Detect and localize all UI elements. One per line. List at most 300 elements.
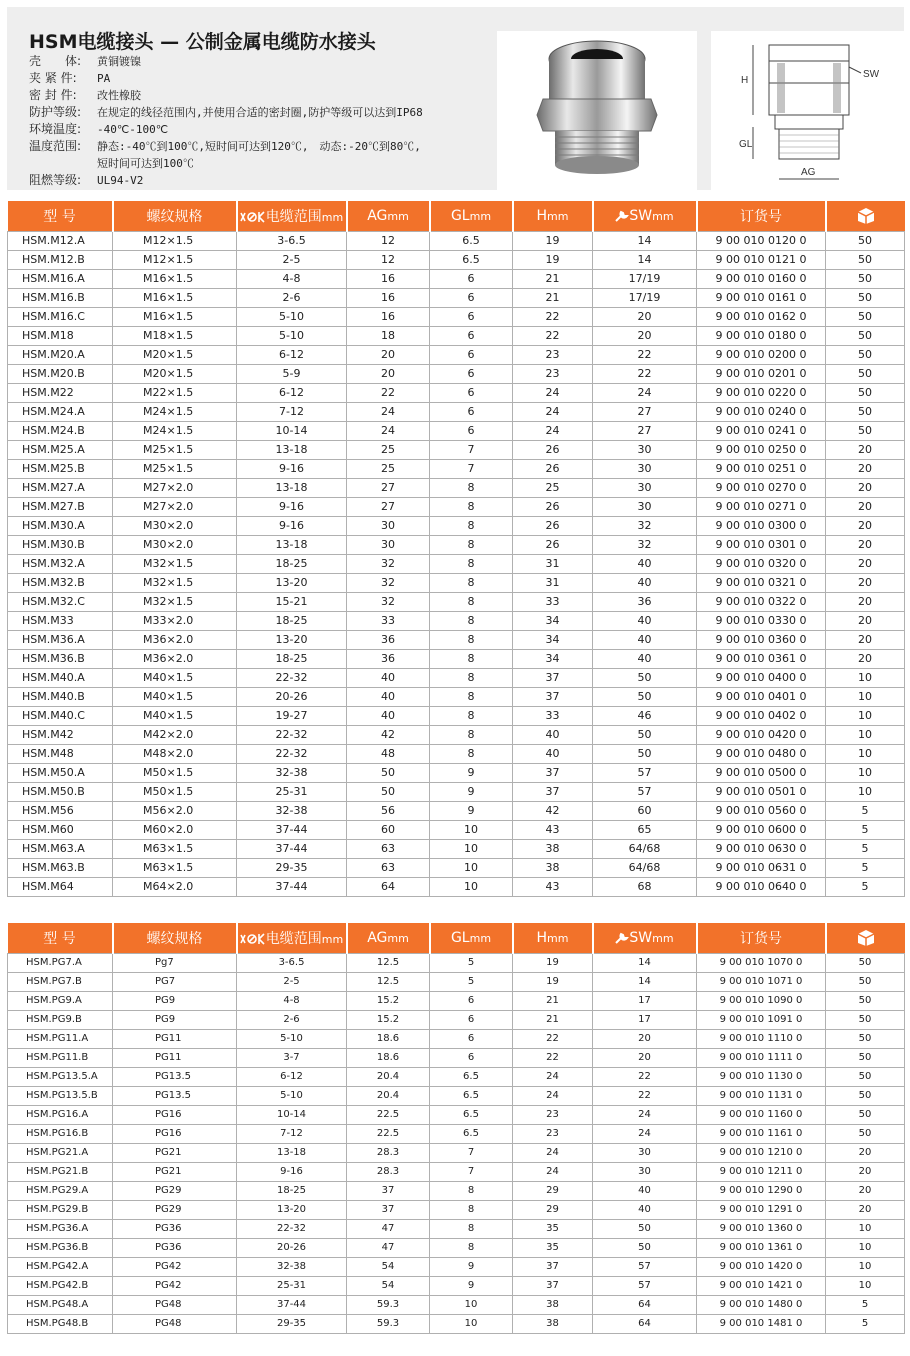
cell-model: HSM.M64 bbox=[8, 877, 113, 896]
cell-sw: 30 bbox=[593, 1143, 697, 1162]
column-header-cable-range bbox=[237, 201, 347, 231]
column-label: GL bbox=[450, 207, 470, 224]
table-row bbox=[8, 307, 905, 326]
cell-order-number: 9 00 010 0500 0 bbox=[697, 763, 826, 782]
cell-cable-range: 7-12 bbox=[237, 402, 347, 421]
cell-model: HSM.M32.B bbox=[8, 573, 113, 592]
cell-ag: 40 bbox=[347, 687, 430, 706]
cell-order-number: 9 00 010 0241 0 bbox=[697, 421, 826, 440]
cell-cable-range: 10-14 bbox=[237, 421, 347, 440]
cell-package-qty: 50 bbox=[826, 1105, 905, 1124]
column-label: 订货号 bbox=[740, 930, 782, 947]
spec-clamp bbox=[29, 71, 110, 86]
cell-cable-range: 6-12 bbox=[237, 383, 347, 402]
cell-order-number: 9 00 010 1291 0 bbox=[697, 1200, 826, 1219]
cell-cable-range: 18-25 bbox=[237, 611, 347, 630]
cell-order-number: 9 00 010 0402 0 bbox=[697, 706, 826, 725]
cell-thread: M32×1.5 bbox=[113, 573, 237, 592]
cell-ag: 27 bbox=[347, 497, 430, 516]
cell-ag: 36 bbox=[347, 649, 430, 668]
column-header-package-qty bbox=[826, 201, 905, 231]
column-unit: mm bbox=[547, 209, 569, 223]
cell-gl: 6 bbox=[430, 1029, 513, 1048]
column-header-thread bbox=[113, 201, 237, 231]
table-row bbox=[8, 991, 905, 1010]
cell-h: 21 bbox=[513, 1010, 593, 1029]
cell-order-number: 9 00 010 1130 0 bbox=[697, 1067, 826, 1086]
cell-sw: 17/19 bbox=[593, 269, 697, 288]
cell-ag: 54 bbox=[347, 1257, 430, 1276]
table-row bbox=[8, 630, 905, 649]
cell-ag: 15.2 bbox=[347, 1010, 430, 1029]
table-row bbox=[8, 972, 905, 991]
cell-sw: 14 bbox=[593, 972, 697, 991]
cell-cable-range: 13-18 bbox=[237, 440, 347, 459]
cell-sw: 30 bbox=[593, 459, 697, 478]
cell-order-number: 9 00 010 1131 0 bbox=[697, 1086, 826, 1105]
product-photo bbox=[497, 31, 697, 191]
cell-h: 24 bbox=[513, 1067, 593, 1086]
cell-package-qty: 20 bbox=[826, 649, 905, 668]
cell-order-number: 9 00 010 0162 0 bbox=[697, 307, 826, 326]
column-header-ag bbox=[347, 201, 430, 231]
column-label: 型 号 bbox=[43, 208, 76, 225]
cell-model: HSM.M36.A bbox=[8, 630, 113, 649]
cell-thread: M12×1.5 bbox=[113, 250, 237, 269]
cell-thread: M30×2.0 bbox=[113, 516, 237, 535]
cell-thread: PG9 bbox=[113, 991, 237, 1010]
cell-cable-range: 37-44 bbox=[237, 1295, 347, 1314]
column-label: H bbox=[536, 207, 548, 224]
table-row bbox=[8, 497, 905, 516]
cell-order-number: 9 00 010 0322 0 bbox=[697, 592, 826, 611]
cell-cable-range: 13-20 bbox=[237, 1200, 347, 1219]
cell-sw: 30 bbox=[593, 1162, 697, 1181]
column-label: 订货号 bbox=[740, 208, 782, 225]
cable-range-icon bbox=[240, 933, 266, 945]
cell-thread: PG21 bbox=[113, 1143, 237, 1162]
column-unit: mm bbox=[469, 931, 492, 945]
column-unit: mm bbox=[387, 931, 409, 945]
table-row bbox=[8, 478, 905, 497]
cell-gl: 8 bbox=[430, 592, 513, 611]
cell-cable-range: 6-12 bbox=[237, 1067, 347, 1086]
spec-label: 温度范围: bbox=[29, 139, 82, 153]
table-row bbox=[8, 440, 905, 459]
table-row bbox=[8, 402, 905, 421]
cell-model: HSM.PG16.A bbox=[8, 1105, 113, 1124]
spec-label: 环境温度: bbox=[29, 122, 82, 136]
cell-package-qty: 50 bbox=[826, 1086, 905, 1105]
cell-thread: M36×2.0 bbox=[113, 649, 237, 668]
cell-gl: 8 bbox=[430, 744, 513, 763]
cell-package-qty: 50 bbox=[826, 307, 905, 326]
cell-package-qty: 50 bbox=[826, 326, 905, 345]
cell-order-number: 9 00 010 1361 0 bbox=[697, 1238, 826, 1257]
cell-model: HSM.M25.A bbox=[8, 440, 113, 459]
cell-gl: 7 bbox=[430, 459, 513, 478]
cell-sw: 57 bbox=[593, 1257, 697, 1276]
column-label: H bbox=[536, 929, 548, 946]
cell-order-number: 9 00 010 0180 0 bbox=[697, 326, 826, 345]
metric-table-body bbox=[8, 231, 905, 896]
cell-thread: PG36 bbox=[113, 1219, 237, 1238]
cell-h: 19 bbox=[513, 972, 593, 991]
cell-package-qty: 50 bbox=[826, 250, 905, 269]
cell-sw: 24 bbox=[593, 1124, 697, 1143]
cell-model: HSM.M27.B bbox=[8, 497, 113, 516]
table-row bbox=[8, 782, 905, 801]
cell-cable-range: 37-44 bbox=[237, 877, 347, 896]
cell-package-qty: 20 bbox=[826, 573, 905, 592]
cell-sw: 57 bbox=[593, 1276, 697, 1295]
cell-order-number: 9 00 010 0121 0 bbox=[697, 250, 826, 269]
cell-thread: M22×1.5 bbox=[113, 383, 237, 402]
column-label: SW bbox=[629, 929, 653, 946]
cell-sw: 30 bbox=[593, 478, 697, 497]
cell-order-number: 9 00 010 0401 0 bbox=[697, 687, 826, 706]
cell-package-qty: 50 bbox=[826, 421, 905, 440]
cell-gl: 9 bbox=[430, 1276, 513, 1295]
cell-h: 24 bbox=[513, 1162, 593, 1181]
spec-value: 黄铜镀镍 bbox=[97, 55, 141, 68]
cell-order-number: 9 00 010 1070 0 bbox=[697, 953, 826, 972]
pg-table-body bbox=[8, 953, 905, 1333]
cell-h: 22 bbox=[513, 1029, 593, 1048]
table-row bbox=[8, 573, 905, 592]
cell-order-number: 9 00 010 0630 0 bbox=[697, 839, 826, 858]
cell-thread: PG13.5 bbox=[113, 1086, 237, 1105]
cell-cable-range: 2-6 bbox=[237, 1010, 347, 1029]
cable-range-icon bbox=[240, 211, 266, 223]
cell-cable-range: 13-20 bbox=[237, 573, 347, 592]
cell-sw: 50 bbox=[593, 668, 697, 687]
column-header-cable-range bbox=[237, 923, 347, 953]
table-row bbox=[8, 668, 905, 687]
cell-h: 38 bbox=[513, 858, 593, 877]
cell-order-number: 9 00 010 0321 0 bbox=[697, 573, 826, 592]
cell-thread: PG13.5 bbox=[113, 1067, 237, 1086]
cell-gl: 6 bbox=[430, 1010, 513, 1029]
cell-sw: 50 bbox=[593, 687, 697, 706]
cell-h: 42 bbox=[513, 801, 593, 820]
cell-cable-range: 5-9 bbox=[237, 364, 347, 383]
cell-ag: 60 bbox=[347, 820, 430, 839]
cell-thread: M63×1.5 bbox=[113, 839, 237, 858]
cell-sw: 46 bbox=[593, 706, 697, 725]
cell-thread: M16×1.5 bbox=[113, 307, 237, 326]
cell-cable-range: 4-8 bbox=[237, 991, 347, 1010]
table-row bbox=[8, 801, 905, 820]
cell-order-number: 9 00 010 1071 0 bbox=[697, 972, 826, 991]
table-header bbox=[8, 201, 905, 231]
cell-gl: 6.5 bbox=[430, 250, 513, 269]
cell-model: HSM.M20.A bbox=[8, 345, 113, 364]
cell-gl: 8 bbox=[430, 1200, 513, 1219]
spec-value: 改性橡胶 bbox=[97, 89, 141, 102]
cell-gl: 5 bbox=[430, 972, 513, 991]
cell-gl: 7 bbox=[430, 1162, 513, 1181]
table-row bbox=[8, 1314, 905, 1333]
cell-gl: 6 bbox=[430, 991, 513, 1010]
cell-ag: 40 bbox=[347, 668, 430, 687]
spec-value: UL94-V2 bbox=[97, 174, 144, 187]
cell-sw: 27 bbox=[593, 421, 697, 440]
cell-ag: 54 bbox=[347, 1276, 430, 1295]
cell-ag: 63 bbox=[347, 839, 430, 858]
table-row bbox=[8, 1162, 905, 1181]
cell-gl: 6 bbox=[430, 345, 513, 364]
cell-cable-range: 5-10 bbox=[237, 307, 347, 326]
table-row bbox=[8, 953, 905, 972]
cell-h: 31 bbox=[513, 573, 593, 592]
cell-model: HSM.M60 bbox=[8, 820, 113, 839]
wrench-icon bbox=[615, 210, 629, 222]
cell-package-qty: 50 bbox=[826, 231, 905, 250]
cell-gl: 6.5 bbox=[430, 1105, 513, 1124]
cell-ag: 18 bbox=[347, 326, 430, 345]
cell-h: 37 bbox=[513, 687, 593, 706]
cell-ag: 32 bbox=[347, 592, 430, 611]
cell-package-qty: 10 bbox=[826, 1257, 905, 1276]
cell-ag: 50 bbox=[347, 763, 430, 782]
cell-ag: 28.3 bbox=[347, 1143, 430, 1162]
cell-cable-range: 32-38 bbox=[237, 1257, 347, 1276]
cell-order-number: 9 00 010 0251 0 bbox=[697, 459, 826, 478]
cell-package-qty: 50 bbox=[826, 1029, 905, 1048]
cell-model: HSM.PG9.A bbox=[8, 991, 113, 1010]
table-row bbox=[8, 535, 905, 554]
cell-thread: M60×2.0 bbox=[113, 820, 237, 839]
spec-header bbox=[7, 7, 904, 190]
spec-label: 壳 体: bbox=[29, 54, 82, 68]
cell-gl: 9 bbox=[430, 763, 513, 782]
cell-sw: 22 bbox=[593, 1067, 697, 1086]
cell-h: 38 bbox=[513, 1295, 593, 1314]
column-header-thread bbox=[113, 923, 237, 953]
cell-ag: 20.4 bbox=[347, 1067, 430, 1086]
cell-h: 34 bbox=[513, 611, 593, 630]
cell-gl: 7 bbox=[430, 440, 513, 459]
spec-temp-range bbox=[29, 139, 421, 154]
column-header-model bbox=[8, 923, 113, 953]
cell-ag: 18.6 bbox=[347, 1029, 430, 1048]
cell-gl: 8 bbox=[430, 478, 513, 497]
cell-cable-range: 37-44 bbox=[237, 820, 347, 839]
cell-gl: 5 bbox=[430, 953, 513, 972]
cell-h: 25 bbox=[513, 478, 593, 497]
cell-h: 24 bbox=[513, 1143, 593, 1162]
spec-ambient-temp bbox=[29, 122, 168, 137]
table-row bbox=[8, 820, 905, 839]
cell-order-number: 9 00 010 1111 0 bbox=[697, 1048, 826, 1067]
cell-cable-range: 22-32 bbox=[237, 725, 347, 744]
cell-sw: 22 bbox=[593, 1086, 697, 1105]
cell-package-qty: 10 bbox=[826, 763, 905, 782]
spec-protection bbox=[29, 105, 423, 120]
cell-sw: 40 bbox=[593, 1181, 697, 1200]
cell-sw: 40 bbox=[593, 649, 697, 668]
column-header-order-number bbox=[697, 923, 826, 953]
cell-sw: 17 bbox=[593, 1010, 697, 1029]
table-row bbox=[8, 516, 905, 535]
cell-h: 23 bbox=[513, 1105, 593, 1124]
cell-ag: 16 bbox=[347, 307, 430, 326]
cell-ag: 33 bbox=[347, 611, 430, 630]
cell-ag: 56 bbox=[347, 801, 430, 820]
cell-cable-range: 4-8 bbox=[237, 269, 347, 288]
cell-gl: 8 bbox=[430, 535, 513, 554]
cell-thread: PG11 bbox=[113, 1029, 237, 1048]
cell-sw: 14 bbox=[593, 250, 697, 269]
cell-model: HSM.PG42.A bbox=[8, 1257, 113, 1276]
cell-order-number: 9 00 010 0320 0 bbox=[697, 554, 826, 573]
cell-model: HSM.PG13.5.A bbox=[8, 1067, 113, 1086]
cell-gl: 10 bbox=[430, 820, 513, 839]
cell-sw: 17/19 bbox=[593, 288, 697, 307]
cell-gl: 8 bbox=[430, 649, 513, 668]
cell-sw: 60 bbox=[593, 801, 697, 820]
cell-ag: 27 bbox=[347, 478, 430, 497]
cell-model: HSM.M22 bbox=[8, 383, 113, 402]
table-row bbox=[8, 877, 905, 896]
table-row bbox=[8, 1029, 905, 1048]
table-row bbox=[8, 421, 905, 440]
cell-model: HSM.M36.B bbox=[8, 649, 113, 668]
cell-gl: 8 bbox=[430, 687, 513, 706]
cell-cable-range: 9-16 bbox=[237, 1162, 347, 1181]
table-header bbox=[8, 923, 905, 953]
table-row bbox=[8, 1105, 905, 1124]
cell-thread: PG48 bbox=[113, 1314, 237, 1333]
cell-thread: M27×2.0 bbox=[113, 497, 237, 516]
cell-order-number: 9 00 010 0300 0 bbox=[697, 516, 826, 535]
cell-ag: 37 bbox=[347, 1200, 430, 1219]
cell-cable-range: 7-12 bbox=[237, 1124, 347, 1143]
cell-order-number: 9 00 010 0250 0 bbox=[697, 440, 826, 459]
cell-package-qty: 5 bbox=[826, 820, 905, 839]
cell-sw: 40 bbox=[593, 630, 697, 649]
cell-model: HSM.M27.A bbox=[8, 478, 113, 497]
cell-thread: PG16 bbox=[113, 1124, 237, 1143]
cell-sw: 64 bbox=[593, 1295, 697, 1314]
cell-gl: 6 bbox=[430, 269, 513, 288]
column-label: SW bbox=[629, 207, 653, 224]
cell-ag: 40 bbox=[347, 706, 430, 725]
cell-order-number: 9 00 010 1161 0 bbox=[697, 1124, 826, 1143]
cell-gl: 10 bbox=[430, 1314, 513, 1333]
cell-cable-range: 32-38 bbox=[237, 763, 347, 782]
cell-model: HSM.M56 bbox=[8, 801, 113, 820]
spec-seal bbox=[29, 88, 141, 103]
cell-gl: 8 bbox=[430, 516, 513, 535]
cell-order-number: 9 00 010 1210 0 bbox=[697, 1143, 826, 1162]
column-header-sw bbox=[593, 201, 697, 231]
cell-gl: 8 bbox=[430, 1219, 513, 1238]
cell-h: 35 bbox=[513, 1238, 593, 1257]
drawing-label-sw: SW bbox=[863, 69, 880, 80]
cell-package-qty: 20 bbox=[826, 592, 905, 611]
cell-h: 34 bbox=[513, 649, 593, 668]
cell-gl: 8 bbox=[430, 630, 513, 649]
cell-model: HSM.PG11.B bbox=[8, 1048, 113, 1067]
cell-h: 34 bbox=[513, 630, 593, 649]
column-label: 电缆范围 bbox=[265, 208, 322, 225]
cell-h: 29 bbox=[513, 1181, 593, 1200]
cell-h: 33 bbox=[513, 706, 593, 725]
cell-h: 43 bbox=[513, 820, 593, 839]
table-row bbox=[8, 1086, 905, 1105]
cell-package-qty: 10 bbox=[826, 1219, 905, 1238]
cell-sw: 50 bbox=[593, 1219, 697, 1238]
cell-order-number: 9 00 010 0161 0 bbox=[697, 288, 826, 307]
cell-thread: PG9 bbox=[113, 1010, 237, 1029]
cell-thread: M63×1.5 bbox=[113, 858, 237, 877]
cell-ag: 30 bbox=[347, 535, 430, 554]
cell-model: HSM.PG11.A bbox=[8, 1029, 113, 1048]
cell-ag: 15.2 bbox=[347, 991, 430, 1010]
cell-sw: 36 bbox=[593, 592, 697, 611]
cell-ag: 47 bbox=[347, 1238, 430, 1257]
cell-thread: PG21 bbox=[113, 1162, 237, 1181]
cell-cable-range: 25-31 bbox=[237, 782, 347, 801]
cell-ag: 12.5 bbox=[347, 972, 430, 991]
column-label: GL bbox=[450, 929, 470, 946]
table-row bbox=[8, 1124, 905, 1143]
cell-thread: M25×1.5 bbox=[113, 459, 237, 478]
cell-cable-range: 5-10 bbox=[237, 1086, 347, 1105]
cell-order-number: 9 00 010 1480 0 bbox=[697, 1295, 826, 1314]
cell-model: HSM.M12.A bbox=[8, 231, 113, 250]
cell-order-number: 9 00 010 0361 0 bbox=[697, 649, 826, 668]
column-unit: mm bbox=[547, 931, 569, 945]
cell-model: HSM.M40.A bbox=[8, 668, 113, 687]
cell-thread: PG29 bbox=[113, 1200, 237, 1219]
cell-h: 26 bbox=[513, 459, 593, 478]
cell-thread: M30×2.0 bbox=[113, 535, 237, 554]
cell-cable-range: 29-35 bbox=[237, 858, 347, 877]
cell-thread: M25×1.5 bbox=[113, 440, 237, 459]
cell-thread: PG11 bbox=[113, 1048, 237, 1067]
cell-gl: 9 bbox=[430, 1257, 513, 1276]
cell-gl: 10 bbox=[430, 858, 513, 877]
cell-ag: 12 bbox=[347, 231, 430, 250]
cell-h: 24 bbox=[513, 402, 593, 421]
cell-h: 19 bbox=[513, 231, 593, 250]
cell-model: HSM.PG7.A bbox=[8, 953, 113, 972]
cell-package-qty: 10 bbox=[826, 668, 905, 687]
table-row bbox=[8, 288, 905, 307]
cell-order-number: 9 00 010 1420 0 bbox=[697, 1257, 826, 1276]
cell-cable-range: 5-10 bbox=[237, 326, 347, 345]
cell-ag: 20 bbox=[347, 364, 430, 383]
cell-thread: M32×1.5 bbox=[113, 592, 237, 611]
cell-sw: 50 bbox=[593, 725, 697, 744]
wrench-icon bbox=[615, 932, 629, 944]
table-row bbox=[8, 364, 905, 383]
cell-sw: 14 bbox=[593, 953, 697, 972]
cell-cable-range: 6-12 bbox=[237, 345, 347, 364]
cell-package-qty: 20 bbox=[826, 554, 905, 573]
cell-h: 38 bbox=[513, 839, 593, 858]
cell-package-qty: 5 bbox=[826, 1295, 905, 1314]
cell-package-qty: 10 bbox=[826, 1276, 905, 1295]
cell-h: 37 bbox=[513, 1276, 593, 1295]
cell-gl: 8 bbox=[430, 1181, 513, 1200]
cell-model: HSM.PG7.B bbox=[8, 972, 113, 991]
cell-model: HSM.M63.A bbox=[8, 839, 113, 858]
cell-model: HSM.M48 bbox=[8, 744, 113, 763]
